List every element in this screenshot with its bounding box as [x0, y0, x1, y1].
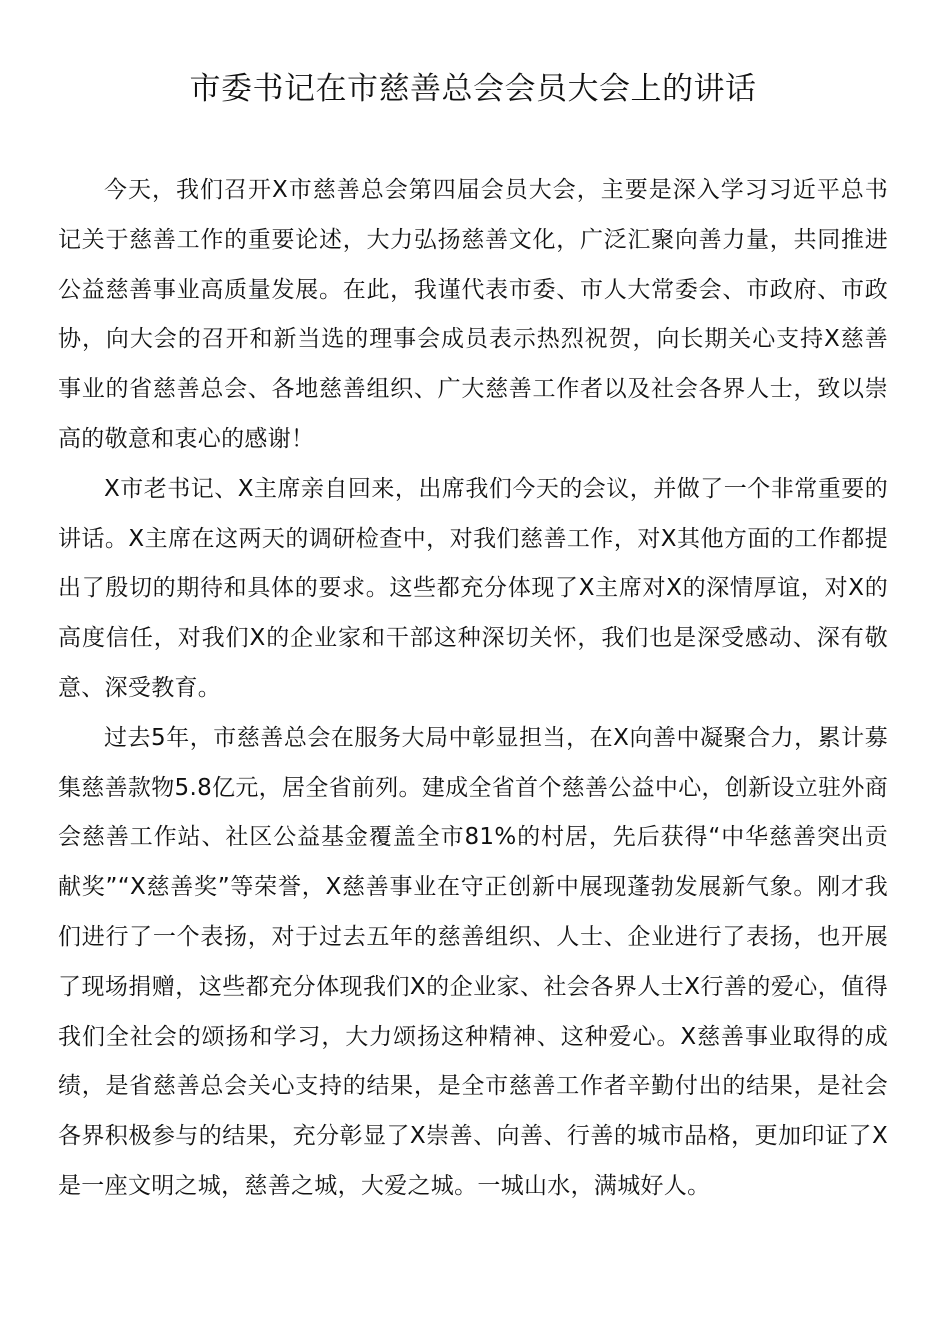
paragraph-achievements: 过去5年，市慈善总会在服务大局中彰显担当，在X向善中凝聚合力，累计募集慈善款物5.8亿元，居全省前列。建成全省首个慈善公益中心，创新设立驻外商会慈善工作站、社区公益基金覆盖全市81%的村居，先后获得“中华慈善突出贡献奖”“X慈善奖”等荣誉，X慈善事业在守正创新中展现蓬勃发展新气象。刚才我们进行了一个表扬，对于过去五年的慈善组织、人士、企业进行了表扬，也开展了现场捐赠，这些都充分体现我们X的企业家、社会各界人士X行善的爱心，值得我们全社会的颂扬和学习，大力颂扬这种精神、这种爱心。X慈善事业取得的成绩，是省慈善总会关心支持的结果，是全市慈善工作者辛勤付出的结果，是社会各界积极参与的结果，充分彰显了X崇善、向善、行善的城市品格，更加印证了X是一座文明之城，慈善之城，大爱之城。一城山水，满城好人。 — [58, 724, 888, 1199]
document-body — [58, 166, 888, 1212]
paragraph-guest-remarks: X市老书记、X主席亲自回来，出席我们今天的会议，并做了一个非常重要的讲话。X主席在这两天的调研检查中，对我们慈善工作，对X其他方面的工作都提出了殷切的期待和具体的要求。这些都充分体现了X主席对X的深情厚谊，对X的高度信任，对我们X的企业家和干部这种深切关怀，我们也是深受感动、深有敬意、深受教育。 — [58, 475, 888, 701]
document-title: 市委书记在市慈善总会会员大会上的讲话 — [189, 71, 757, 107]
paragraph-opening: 今天，我们召开X市慈善总会第四届会员大会，主要是深入学习习近平总书记关于慈善工作的重要论述，大力弘扬慈善文化，广泛汇聚向善力量，共同推进公益慈善事业高质量发展。在此，我谨代表市委、市人大常委会、市政府、市政协，向大会的召开和新当选的理事会成员表示热烈祝贺，向长期关心支持X慈善事业的省慈善总会、各地慈善组织、广大慈善工作者以及社会各界人士，致以崇高的敬意和衷心的感谢！ — [58, 177, 888, 452]
